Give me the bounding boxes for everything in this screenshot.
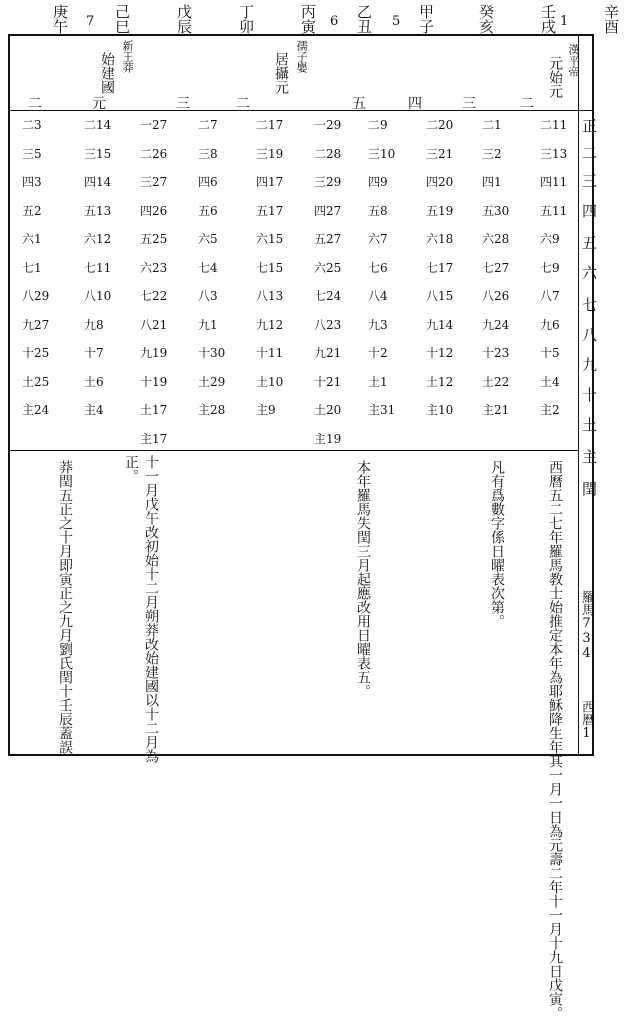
top-year-10: 辛酉 <box>602 4 620 34</box>
emperor-right: 漢平帝 <box>567 44 580 77</box>
date-cell: 一29 <box>314 118 342 132</box>
side-label-western: 西曆1 <box>579 700 594 741</box>
date-cell: 二7 <box>198 118 218 132</box>
date-cell: 四14 <box>84 175 112 189</box>
date-cell: 主24 <box>22 403 50 417</box>
month-4: 四 <box>582 202 598 220</box>
date-cell: 九1 <box>198 317 218 332</box>
month-9: 九 <box>582 356 598 374</box>
date-cell: 九19 <box>140 346 168 360</box>
date-cell: 五8 <box>368 203 388 218</box>
date-cell: 六1 <box>22 232 42 246</box>
date-cell: 二20 <box>426 118 454 132</box>
top-year-6: 乙丑 <box>355 4 373 34</box>
top-year-6-num: 5 <box>392 14 401 29</box>
date-cell: 六25 <box>314 260 342 275</box>
date-cell: 六9 <box>540 232 560 246</box>
date-cell: 三8 <box>198 146 218 161</box>
date-cell: 主9 <box>256 403 276 417</box>
month-2: 二 <box>582 144 598 162</box>
body-divider <box>8 450 578 451</box>
date-cell: 十19 <box>140 374 168 389</box>
era-left: 始建國 <box>99 52 115 94</box>
date-cell: 九3 <box>368 317 388 332</box>
date-cell: 九27 <box>22 317 50 332</box>
date-cell: 二11 <box>540 118 568 132</box>
date-cell: 四17 <box>256 175 284 189</box>
top-year-3: 戊辰 <box>175 4 193 34</box>
date-cell: 土17 <box>140 403 168 417</box>
date-cell: 七15 <box>256 260 284 275</box>
top-year-1-num: 7 <box>86 14 95 29</box>
note-2: 凡有爲數字係日曜表次第。 <box>489 460 505 628</box>
date-cell: 一27 <box>140 118 168 132</box>
note-5: 正。 <box>123 455 139 483</box>
date-cell: 四6 <box>198 175 218 189</box>
date-cell: 九24 <box>482 317 510 332</box>
date-cell: 六5 <box>198 232 218 246</box>
date-cell: 九21 <box>314 346 342 360</box>
date-cell: 七11 <box>84 260 112 275</box>
date-cell: 主10 <box>426 403 454 417</box>
top-year-5-num: 6 <box>330 14 339 29</box>
date-cell: 八13 <box>256 289 284 303</box>
date-cell: 五25 <box>140 232 168 246</box>
month-10: 十 <box>582 386 598 404</box>
date-cell: 三19 <box>256 146 284 161</box>
date-cell: 六28 <box>482 232 510 246</box>
date-cell: 三5 <box>22 146 42 161</box>
date-cell: 土20 <box>314 403 342 417</box>
date-cell: 三27 <box>140 175 168 189</box>
date-cell: 四20 <box>426 175 454 189</box>
date-cell: 土10 <box>256 374 284 389</box>
date-cell: 二26 <box>140 146 168 161</box>
date-cell: 二9 <box>368 118 388 132</box>
date-cell: 五17 <box>256 203 284 218</box>
date-cell: 四26 <box>140 203 168 218</box>
date-cell: 二17 <box>256 118 284 132</box>
date-cell: 主28 <box>198 403 226 417</box>
month-leap: 閏 <box>582 480 598 498</box>
date-cell: 四11 <box>540 175 568 189</box>
date-cell: 六23 <box>140 260 168 275</box>
top-year-5: 丙寅 <box>299 4 317 34</box>
date-cell: 七6 <box>368 260 388 275</box>
date-cell: 二3 <box>22 118 42 132</box>
date-cell: 六18 <box>426 232 454 246</box>
date-cell: 四3 <box>22 175 42 189</box>
date-cell: 十12 <box>426 346 454 360</box>
month-1: 正 <box>582 117 598 135</box>
date-cell: 三2 <box>482 146 502 161</box>
date-cell: 十21 <box>314 374 342 389</box>
date-cell: 七27 <box>482 260 510 275</box>
date-cell: 四1 <box>482 175 502 189</box>
date-cell: 土29 <box>198 374 226 389</box>
date-cell: 五19 <box>426 203 454 218</box>
start-month-5: 二 <box>236 96 250 112</box>
date-cell: 八15 <box>426 289 454 303</box>
date-cell: 十11 <box>256 346 284 360</box>
note-3: 本年羅馬失閏三月起應改用日曜表五。 <box>355 460 371 698</box>
date-cell: 七1 <box>22 260 42 275</box>
date-cell: 土12 <box>426 374 454 389</box>
date-cell: 九12 <box>256 317 284 332</box>
date-cell: 九14 <box>426 317 454 332</box>
date-cell: 五2 <box>22 203 42 218</box>
date-cell: 十5 <box>540 346 560 360</box>
date-cell: 五27 <box>314 232 342 246</box>
date-cell: 五6 <box>198 203 218 218</box>
date-cell: 主2 <box>540 403 560 417</box>
date-cell: 六12 <box>84 232 112 246</box>
date-cell: 土6 <box>84 374 104 389</box>
date-cell: 土25 <box>22 374 50 389</box>
note-4: 十一月戊午改初始十二月朔莽改始建國以十二月為 <box>143 455 159 763</box>
top-year-9-num: 1 <box>560 14 569 29</box>
date-cell: 三21 <box>426 146 454 161</box>
date-cell: 八29 <box>22 289 50 303</box>
date-cell: 三10 <box>368 146 396 161</box>
date-cell: 七22 <box>140 289 168 303</box>
date-cell: 七24 <box>314 289 342 303</box>
date-cell: 八26 <box>482 289 510 303</box>
date-cell: 主17 <box>140 431 168 446</box>
date-cell: 八3 <box>198 289 218 303</box>
date-cell: 八21 <box>140 317 168 332</box>
month-6: 六 <box>582 264 598 282</box>
side-label-roman: 羅馬734 <box>579 590 594 661</box>
date-cell: 七17 <box>426 260 454 275</box>
date-cell: 三13 <box>540 146 568 161</box>
date-cell: 七9 <box>540 260 560 275</box>
date-cell: 八10 <box>84 289 112 303</box>
top-year-8: 癸亥 <box>477 4 495 34</box>
start-month-4: 五 <box>352 96 366 112</box>
start-month-1: 二 <box>520 96 534 112</box>
date-cell: 十7 <box>84 346 104 360</box>
date-cell: 八4 <box>368 289 388 303</box>
date-cell: 六15 <box>256 232 284 246</box>
date-cell: 五13 <box>84 203 112 218</box>
date-cell: 四27 <box>314 203 342 218</box>
date-cell: 九8 <box>84 317 104 332</box>
emperor-left: 新王莽 <box>121 40 134 73</box>
date-cell: 主19 <box>314 431 342 446</box>
start-month-3: 四 <box>408 96 422 112</box>
note-1: 西曆五二七年羅馬教士始推定本年為耶穌降生年其一月一日為元壽二年十一月十九日戊寅。 <box>547 460 563 1020</box>
date-cell: 八7 <box>540 289 560 303</box>
date-cell: 主4 <box>84 403 104 417</box>
date-cell: 土1 <box>368 374 388 389</box>
date-cell: 二1 <box>482 118 502 132</box>
top-year-1: 庚午 <box>51 4 69 34</box>
top-year-4: 丁卯 <box>237 4 255 34</box>
date-cell: 三15 <box>84 146 112 161</box>
month-3: 三 <box>582 172 598 190</box>
start-month-8: 二 <box>28 96 42 112</box>
date-cell: 十25 <box>22 346 50 360</box>
date-cell: 六7 <box>368 232 388 246</box>
date-cell: 四9 <box>368 175 388 189</box>
note-6: 莽閏五正之十月即寅正之九月劉氏閏十壬辰蓋誤 <box>57 460 73 754</box>
era-mid: 居攝元 <box>273 52 289 94</box>
month-11: 土 <box>582 416 598 434</box>
month-7: 七 <box>582 296 598 314</box>
date-cell: 二14 <box>84 118 112 132</box>
start-month-2: 三 <box>462 96 476 112</box>
date-cell: 十23 <box>482 346 510 360</box>
top-year-7: 甲子 <box>417 4 435 34</box>
date-cell: 土22 <box>482 374 510 389</box>
date-cell: 九6 <box>540 317 560 332</box>
date-cell: 土4 <box>540 374 560 389</box>
date-cell: 五11 <box>540 203 568 218</box>
start-month-6: 三 <box>176 96 190 112</box>
era-right: 元始元 <box>547 56 563 98</box>
date-cell: 七4 <box>198 260 218 275</box>
date-cell: 十2 <box>368 346 388 360</box>
month-8: 八 <box>582 326 598 344</box>
date-cell: 八23 <box>314 317 342 332</box>
top-year-2: 己巳 <box>113 4 131 34</box>
date-cell: 三29 <box>314 175 342 189</box>
month-5: 五 <box>582 234 598 252</box>
date-cell: 五30 <box>482 203 510 218</box>
start-month-7: 元 <box>92 96 106 112</box>
date-cell: 二28 <box>314 146 342 161</box>
month-12: 主 <box>582 448 598 466</box>
date-cell: 十30 <box>198 346 226 360</box>
table-frame <box>8 34 594 756</box>
top-year-9: 壬戌 <box>539 4 557 34</box>
emperor-mid: 孺子嬰 <box>295 40 308 73</box>
date-cell: 主21 <box>482 403 510 417</box>
date-cell: 主31 <box>368 403 396 417</box>
